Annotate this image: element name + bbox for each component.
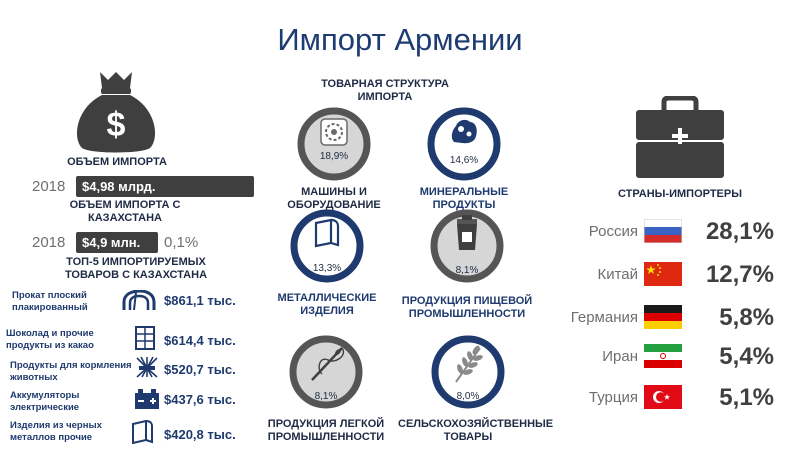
category-pct: 8,1% — [314, 391, 338, 402]
top5-label: ТОП-5 ИМПОРТИРУЕМЫХ ТОВАРОВ С КАЗАХСТАНА — [64, 256, 208, 281]
money-bag-icon — [70, 68, 162, 154]
import-volume-value: $4,98 млрд. — [76, 176, 254, 197]
country-name: Германия — [570, 309, 638, 326]
category-label: СЕЛЬСКОХОЗЯЙСТВЕННЫЕ ТОВАРЫ — [398, 418, 554, 443]
category-label: ПРОДУКЦИЯ ПИЩЕВОЙ ПРОМЫШЛЕННОСТИ — [401, 295, 533, 320]
country-pct: 12,7% — [705, 261, 774, 288]
category-label: МИНЕРАЛЬНЫЕ ПРОДУКТЫ — [419, 186, 509, 211]
product-value: $614,4 тыс. — [164, 333, 236, 348]
food-icon — [453, 214, 481, 256]
country-name: Китай — [597, 266, 638, 283]
country-name: Иран — [602, 348, 638, 365]
kz-import-year: 2018 — [32, 234, 66, 251]
country-name: Турция — [588, 389, 638, 406]
product-value: $520,7 тыс. — [164, 362, 236, 377]
country-pct: 5,1% — [719, 384, 774, 411]
rolled-steel-icon — [122, 290, 156, 312]
wheat-icon — [448, 342, 488, 386]
kz-import-value: $4,9 млн. — [76, 232, 158, 253]
country-pct: 5,4% — [719, 343, 774, 370]
category-label: МЕТАЛЛИЧЕСКИЕ ИЗДЕЛИЯ — [277, 292, 377, 317]
country-name: Россия — [588, 223, 638, 240]
category-label: МАШИНЫ И ОБОРУДОВАНИЕ — [287, 186, 381, 211]
kz-import-share: 0,1% — [164, 234, 199, 251]
kz-import-label: ОБЪЕМ ИМПОРТА С КАЗАХСТАНА — [69, 199, 181, 224]
structure-title: ТОВАРНАЯ СТРУКТУРА ИМПОРТА — [321, 78, 449, 103]
mineral-icon — [448, 116, 480, 146]
category-label: ПРОДУКЦИЯ ЛЕГКОЙ ПРОМЫШЛЕННОСТИ — [267, 418, 385, 443]
chocolate-icon — [134, 325, 156, 351]
battery-icon — [134, 388, 160, 410]
hay-icon — [134, 356, 160, 378]
product-name: Шоколад и прочие продукты из какао — [6, 328, 94, 351]
metal-sheet-icon — [313, 218, 341, 248]
category-pct: 14,6% — [449, 155, 479, 166]
country-pct: 28,1% — [705, 218, 774, 245]
product-name: Прокат плоский плакированный — [12, 290, 88, 313]
product-value: $437,6 тыс. — [164, 392, 236, 407]
svg-text:$: $ — [106, 106, 126, 144]
import-volume-year: 2018 — [32, 178, 66, 195]
country-pct: 5,8% — [719, 304, 774, 331]
needle-icon — [304, 342, 348, 386]
import-volume-label: ОБЪЕМ ИМПОРТА — [67, 156, 167, 168]
product-value: $861,1 тыс. — [164, 293, 236, 308]
countries-title: СТРАНЫ-ИМПОРТЕРЫ — [618, 188, 742, 200]
category-pct: 8,1% — [455, 265, 479, 276]
gear-icon — [318, 116, 350, 148]
product-name: Аккумуляторы электрические — [10, 390, 80, 413]
briefcase-icon — [634, 96, 726, 180]
category-pct: 18,9% — [319, 151, 349, 162]
metal-sheet-icon — [130, 420, 154, 444]
category-pct: 13,3% — [312, 263, 342, 274]
page-title: Импорт Армении — [277, 22, 523, 57]
product-value: $420,8 тыс. — [164, 427, 236, 442]
product-name: Изделия из черных металлов прочие — [10, 420, 102, 443]
product-name: Продукты для кормления животных — [10, 360, 132, 383]
category-pct: 8,0% — [456, 391, 480, 402]
